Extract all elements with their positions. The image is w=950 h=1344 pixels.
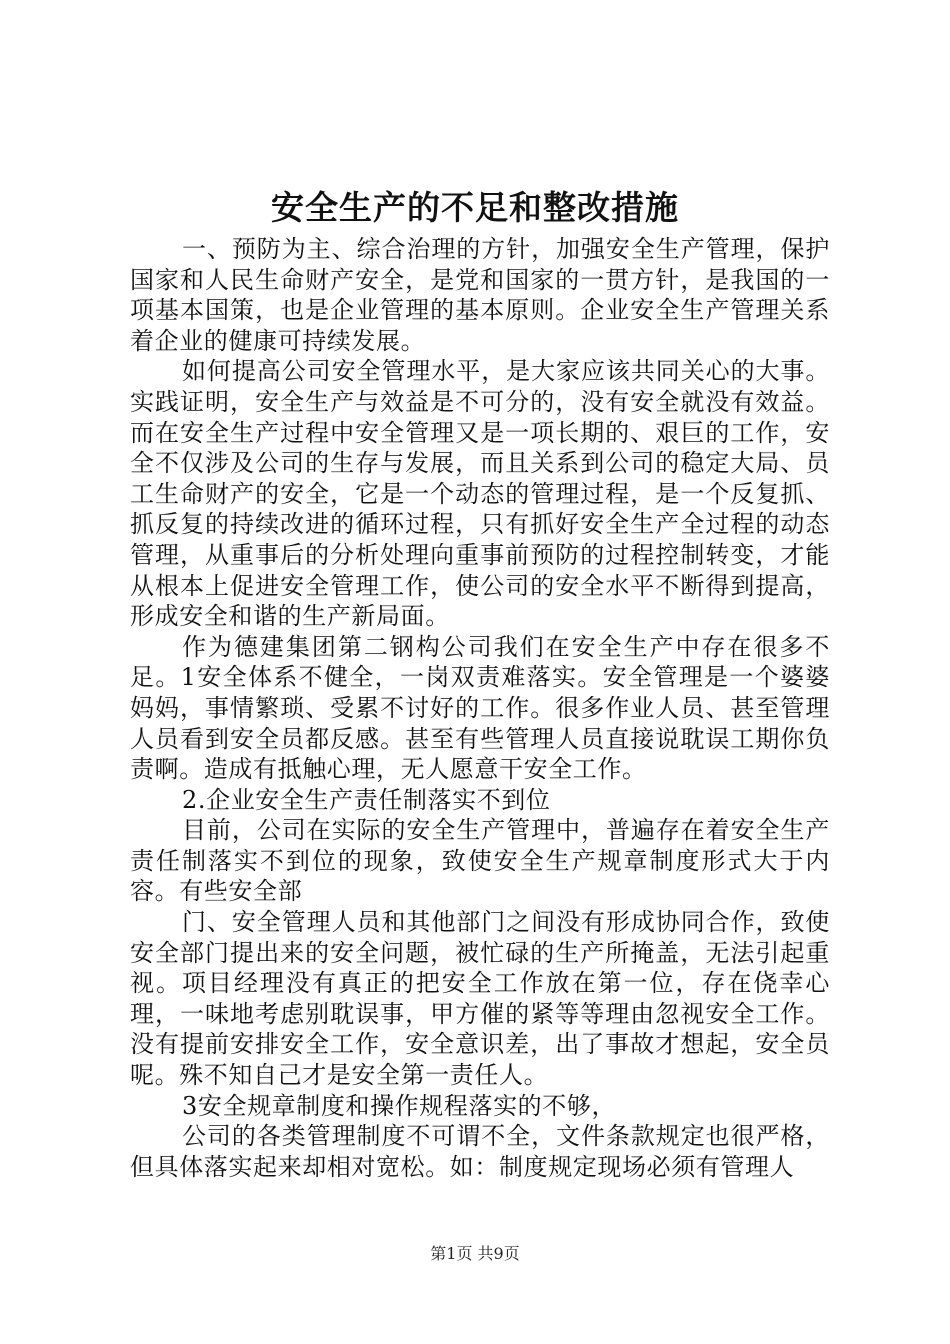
- document-body: [130, 234, 830, 1182]
- paragraph: 门、安全管理人员和其他部门之间没有形成协同合作，致使安全部门提出来的安全问题，被忙碌的生产所掩盖，无法引起重视。项目经理没有真正的把安全工作放在第一位，存在侥幸心理，一味地考虑别耽误事，甲方催的紧等等理由忽视安全工作。没有提前安排安全工作，安全意识差，出了事故才想起，安全员呢。殊不知自己才是安全第一责任人。: [130, 908, 830, 1090]
- page-number-footer: 第1页 共9页: [430, 1244, 520, 1263]
- paragraph: 目前，公司在实际的安全生产管理中，普遍存在着安全生产责任制落实不到位的现象，致使安全生产规章制度形式大于内容。有些安全部: [130, 816, 830, 906]
- paragraph: 公司的各类管理制度不可谓不全，文件条款规定也很严格，但具体落实起来却相对宽松。如：制度规定现场必须有管理人: [130, 1122, 830, 1181]
- document-title: 安全生产的不足和整改措施: [271, 188, 679, 227]
- paragraph: 作为德建集团第二钢构公司我们在安全生产中存在很多不足。1安全体系不健全，一岗双责难落实。安全管理是一个婆婆妈妈，事情繁琐、受累不讨好的工作。很多作业人员、甚至管理人员看到安全员都反感。甚至有些管理人员直接说耽误工期你负责啊。造成有抵触心理，无人愿意干安全工作。: [130, 632, 830, 784]
- section-heading: 2.企业安全生产责任制落实不到位: [182, 785, 551, 814]
- paragraph: 如何提高公司安全管理水平，是大家应该共同关心的大事。实践证明，安全生产与效益是不可分的，没有安全就没有效益。而在安全生产过程中安全管理又是一项长期的、艰巨的工作，安全不仅涉及公司的生存与发展，而且关系到公司的稳定大局、员工生命财产的安全，它是一个动态的管理过程，是一个反复抓、抓反复的持续改进的循环过程，只有抓好安全生产全过程的动态管理，从重事后的分析处理向重事前预防的过程控制转变，才能从根本上促进安全管理工作，使公司的安全水平不断得到提高，形成安全和谐的生产新局面。: [130, 357, 830, 631]
- section-heading: 3安全规章制度和操作规程落实的不够，: [182, 1091, 617, 1120]
- paragraph: 一、预防为主、综合治理的方针，加强安全生产管理，保护国家和人民生命财产安全，是党和国家的一贯方针，是我国的一项基本国策，也是企业管理的基本原则。企业安全生产管理关系着企业的健康可持续发展。: [130, 235, 830, 355]
